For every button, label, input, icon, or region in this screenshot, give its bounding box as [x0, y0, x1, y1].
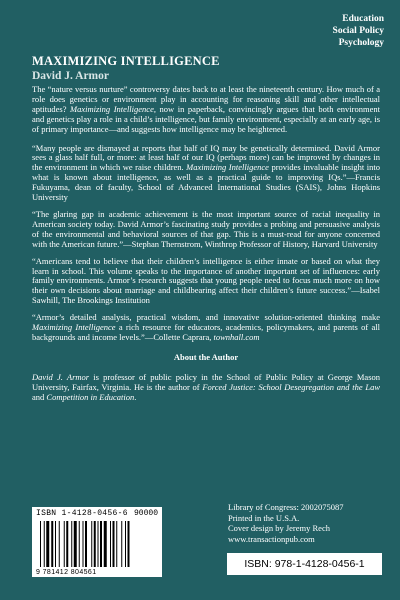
intro-paragraph: The “nature versus nurture” controversy dates back to at least the nineteenth century. How much of a role does genetics or environment play in accounting for reasoning skill and other intellectual aptitudes? Maximizing Intelligence, now in paperback, convincingly argues that both environment and genetics play a role in a child’s intelligence, but family environment, especially at an early age, is of primary importance—and suggests how intelligence may be heightened. [32, 84, 380, 134]
barcode-price-code: 90000 [133, 509, 158, 518]
quote-fukuyama: “Many people are dismayed at reports that half of IQ may be genetically determined. David Armor sees a glass half full, or more: at least half of our IQ (perhaps more) can be improved by changes in the environment in which we raise children. Maximizing Intelligence provides invaluable insight into what is known about intelligence, as well as a practical guide to improving IQs.”—Francis Fukuyama, dean of faculty, School of Advanced International Studies (SAIS), Johns Hopkins University [32, 142, 380, 203]
quote-sawhill: “Americans tend to believe that their children’s intelligence is either innate or based on what they learn in school. This volume speaks to the importance of another important set of influences: early family environments. Armor’s research suggests that young people need to focus much more on how their own decisions about marriage and childbearing affect their children’s future success.”—Isabel Sawhill, The Brookings Institution [32, 255, 380, 306]
isbn13-box: ISBN: 978-1-4128-0456-1 [227, 553, 382, 575]
book-title: MAXIMIZING INTELLIGENCE [32, 54, 220, 68]
book-author: David J. Armor [32, 70, 109, 82]
barcode-isbn-label: ISBN 1-4128-0456-6 [36, 509, 128, 518]
about-author-heading: About the Author [173, 351, 239, 362]
quote-thernstrom: “The glaring gap in academic achievement is the most important source of racial inequality in American society today. David Armor’s fascinating study provides a probing and persuasive analysis of the environmental and behavioral sources of that gap. This is a must-read for anyone concerned with the American future.”—Stephan Thernstrom, Winthrop Professor of History, Harvard University [32, 208, 380, 249]
colophon-line: Printed in the U.S.A. [228, 512, 300, 523]
subject-education: Education [342, 14, 384, 24]
colophon-line: Library of Congress: 2002075087 [228, 502, 344, 512]
colophon-line: www.transactionpub.com [228, 533, 315, 544]
quote-caprara: “Armor’s detailed analysis, practical wisdom, and innovative solution-oriented thinking make Maximizing Intelligence a rich resource for educators, academics, policymakers, and parents of all backgrounds and income levels.”—Collette Caprara, townhall.com [32, 312, 380, 342]
back-cover-text [32, 85, 380, 409]
subject-social-policy: Social Policy [332, 26, 384, 36]
subject-categories [333, 13, 384, 49]
colophon [228, 502, 380, 544]
subject-psychology: Psychology [338, 38, 384, 48]
about-author-paragraph: David J. Armor is professor of public policy in the School of Public Policy at George Mason University, Fairfax, Virginia. He is the author of Forced Justice: School Desegregation and the Law and Competition in Education. [32, 371, 380, 402]
colophon-line: Cover design by Jeremy Rech [228, 523, 330, 533]
barcode-digits: 9 781412 804561 [36, 569, 97, 576]
barcode [32, 507, 162, 577]
barcode-bars [40, 521, 158, 567]
